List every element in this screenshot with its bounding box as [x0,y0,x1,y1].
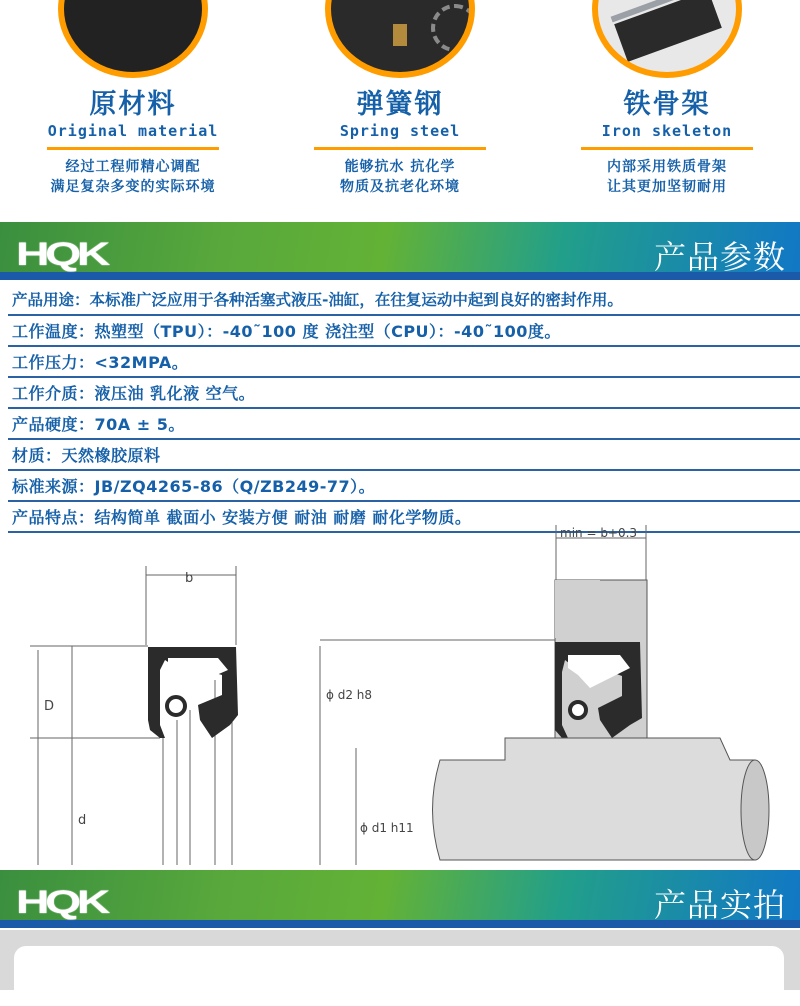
feature-iron-skeleton [534,0,800,215]
param-medium: 工作介质：液压油 乳化液 空气。 [12,384,256,403]
product-photo-card [14,946,784,1006]
feature-desc-line: 物质及抗老化环境 [340,179,460,195]
param-standard: 标准来源：JB/ZQ4265-86（Q/ZB249-77）。 [12,477,376,496]
feature-desc-line: 能够抗水 抗化学 [344,159,456,175]
feature-desc-line: 内部采用铁质骨架 [607,159,727,175]
param-row [8,347,800,378]
dim-label-d: d [78,813,87,828]
feature-title: 原材料 [89,89,177,120]
dim-label-d2: ϕ d2 h8 [326,688,373,702]
params-banner [0,222,800,280]
seal-dimension-drawing [0,520,800,865]
param-temperature: 工作温度：热塑型（TPU）：-40˜100 度 浇注型（CPU）：-40˜100度。 [12,322,561,341]
param-features: 产品特点：结构简单 截面小 安装方便 耐油 耐磨 耐化学物质。 [12,508,472,527]
hqk-logo: HQK [16,236,107,272]
feature-desc-line: 经过工程师精心调配 [65,159,201,175]
feature-original-material [0,0,266,215]
hqk-logo: HQK [16,884,107,920]
dim-label-d1: ϕ d1 h11 [360,821,414,835]
dim-label-D: D [44,699,55,714]
feature-subtitle: Iron skeleton [601,122,733,140]
shaft [433,738,763,860]
param-usage: 产品用途：本标准广泛应用于各种活塞式液压-油缸，在往复运动中起到良好的密封作用。 [12,291,623,309]
param-row [8,409,800,440]
param-hardness: 产品硬度：70A ± 5。 [12,415,185,434]
feature-description [267,157,533,197]
feature-divider [581,147,753,150]
product-photo-area [0,930,800,990]
feature-description [0,157,266,197]
seal-material-photo [58,0,208,78]
dim-label-min: min = b+0.3 [560,526,638,540]
section-title: 产品参数 [653,238,786,276]
feature-divider [47,147,219,150]
section-title: 产品实拍 [653,886,786,924]
spring-steel-photo [325,0,475,78]
feature-title: 铁骨架 [623,89,711,120]
feature-desc-line: 满足复杂多变的实际环境 [50,179,216,195]
params-list [8,285,800,533]
feature-spring-steel [267,0,533,215]
dim-label-b: b [185,571,194,586]
param-row [8,440,800,471]
feature-desc-line: 让其更加坚韧耐用 [607,179,727,195]
feature-title: 弹簧钢 [356,89,444,120]
param-row [8,285,800,316]
photos-banner [0,870,800,928]
param-row [8,471,800,502]
feature-subtitle: Spring steel [339,122,461,140]
param-row [8,316,800,347]
feature-description [534,157,800,197]
param-row [8,378,800,409]
iron-skeleton-photo [592,0,742,78]
feature-subtitle: Original material [47,122,219,140]
param-pressure: 工作压力：<32MPA。 [12,353,189,372]
feature-divider [314,147,486,150]
spring-circle [167,697,185,715]
param-material: 材质：天然橡胶原料 [12,446,161,465]
